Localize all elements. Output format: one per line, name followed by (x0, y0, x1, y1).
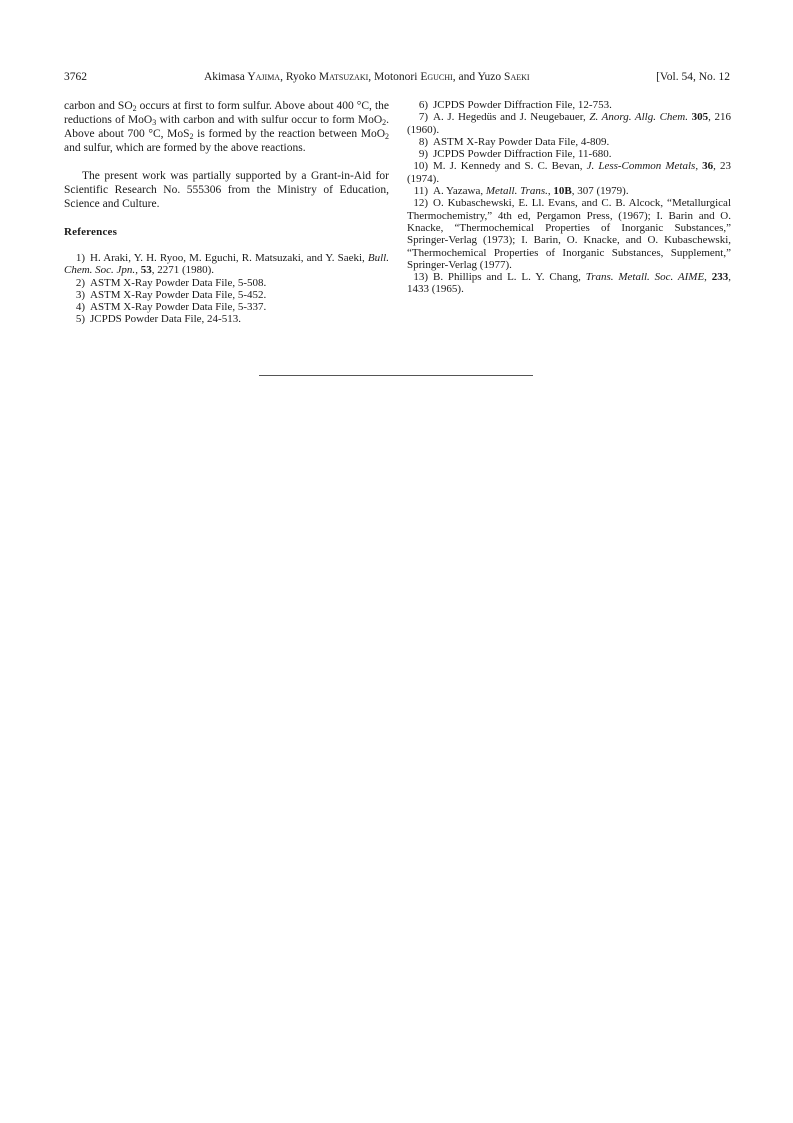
references-list-left (64, 252, 389, 326)
reference-text: JCPDS Powder Data File, 24-513. (90, 313, 241, 326)
reference-text: ASTM X-Ray Powder Data File, 5-337. (90, 301, 267, 314)
reference-text: A. Yazawa, Metall. Trans., 10B, 307 (1979). (433, 185, 629, 198)
reference-text: A. J. Hegedüs and J. Neugebauer, Z. Anorg. Allg. Chem. 305, 216 (1960). (407, 111, 732, 136)
reference-number: 12) (413, 197, 428, 210)
reference-item (407, 99, 731, 111)
reference-item (407, 136, 731, 148)
reference-item (64, 289, 389, 301)
reference-item (407, 197, 731, 271)
reference-number: 9) (418, 148, 428, 161)
author-name: Akimasa Yajima (204, 71, 281, 83)
right-column (407, 99, 731, 296)
reference-number: 2) (75, 276, 85, 289)
body-paragraph-conclusion: carbon and $SO_2$ occurs at first to form sulfur. Above about 400 °C, the reductions of MoO$_3$ with carbon and with sulfur occur to form MoO$_2$. Above about 700 °C, MoS$_2$ is formed by the reaction between MoO$_2$ and sulfur, which are formed by the above reactions. (64, 100, 390, 154)
reference-number: 6) (418, 99, 428, 111)
running-header (64, 71, 730, 87)
reference-text: B. Phillips and L. L. Y. Chang, Trans. Metall. Soc. AIME, 233, 1433 (1965). (407, 271, 732, 296)
reference-number: 11) (413, 185, 428, 198)
acknowledgment-paragraph: The present work was partially supported by a Grant-in-Aid for Scientific Research No. 555306 from the Ministry of Education, Science and Culture. (64, 170, 389, 210)
author-name: Yuzo Saeki (477, 71, 530, 83)
author-name: Motonori Eguchi (374, 71, 453, 83)
reference-number: 1) (75, 252, 85, 264)
reference-text: O. Kubaschewski, E. Ll. Evans, and C. B. Alcock, “Metallurgical Thermochemistry,” 4th ed, Pergamon Press, (1967); I. Barin and O. Knacke, “Thermochemical Properties of Inorganic Substances,” Springer-Verlag (1973); I. Barin, O. Knacke, and O. Kubaschewski, “Thermochemical Properties of Inorganic Substances, Supplement,” Springer-Verlag (1977). (407, 197, 731, 271)
end-rule (259, 375, 533, 376)
reference-item (407, 271, 731, 296)
reference-number: 13) (413, 271, 428, 284)
page-number: 3762 (64, 71, 87, 83)
reference-item (407, 160, 731, 185)
reference-number: 8) (418, 135, 428, 148)
left-column (64, 99, 389, 326)
reference-text: JCPDS Powder Diffraction File, 12-753. (433, 99, 612, 111)
reference-item (64, 252, 389, 277)
reference-number: 4) (75, 301, 85, 314)
reference-number: 10) (413, 160, 428, 173)
references-list-right (407, 99, 731, 296)
reference-item (64, 277, 389, 289)
reference-text: H. Araki, Y. H. Ryoo, M. Eguchi, R. Matsuzaki, and Y. Saeki, Bull. Chem. Soc. Jpn., 53, 2271 (1980). (64, 252, 389, 277)
reference-item (407, 111, 731, 136)
references-heading: References (64, 226, 118, 238)
reference-text: ASTM X-Ray Powder Data File, 4-809. (433, 135, 610, 148)
author-name: Ryoko Matsuzaki (285, 71, 369, 83)
reference-number: 7) (418, 111, 428, 124)
reference-text: M. J. Kennedy and S. C. Bevan, J. Less-Common Metals, 36, 23 (1974). (407, 160, 731, 185)
reference-number: 3) (75, 288, 85, 301)
reference-item (64, 301, 389, 313)
reference-text: ASTM X-Ray Powder Data File, 5-508. (90, 276, 267, 289)
reference-text: ASTM X-Ray Powder Data File, 5-452. (90, 288, 267, 301)
reference-item (407, 185, 731, 197)
volume-issue: [Vol. 54, No. 12 (656, 71, 730, 83)
reference-item (64, 313, 389, 325)
reference-number: 5) (75, 313, 85, 326)
reference-text: JCPDS Powder Diffraction File, 11-680. (433, 148, 612, 161)
header-authors: Akimasa Yajima, Ryoko Matsuzaki, Motonori Eguchi, and Yuzo Saeki (204, 71, 530, 83)
reference-item (407, 148, 731, 160)
